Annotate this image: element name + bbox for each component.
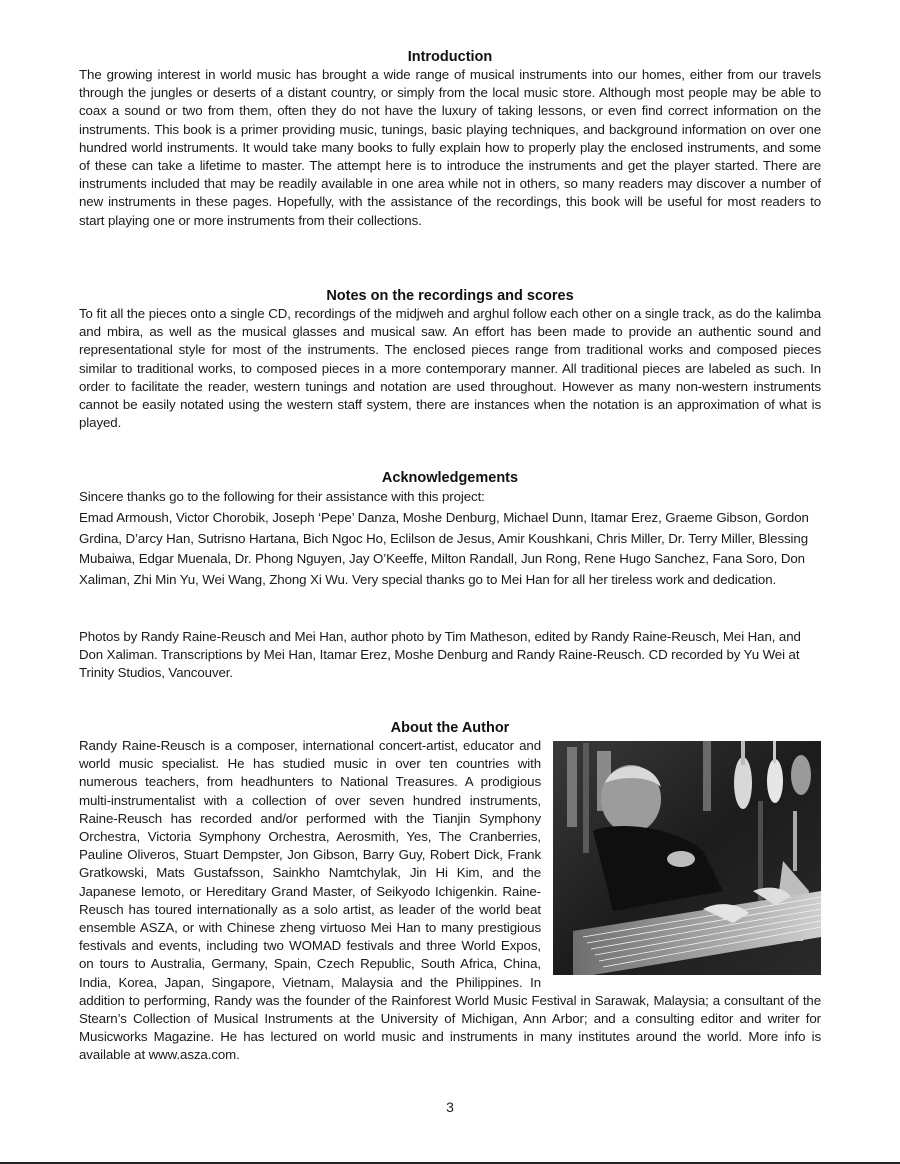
acknowledgements-names: Emad Armoush, Victor Chorobik, Joseph ‘Pepe’ Danza, Moshe Denburg, Michael Dunn, Itamar Erez, Graeme Gibson, Gordon Grdina, D’arcy Han, Sutrisno Hartana, Bich Ngoc Ho, Eclilson de Jesus, Amir Koushkani, Chris Miller, Dr. Terry Miller, Blessing Mubaiwa, Edgar Muenala, Dr. Phong Nguyen, Jay O’Keeffe, Milton Randall, Jun Rong, Rene Hugo Sanchez, Fana Soro, Don Xaliman, Zhi Min Yu, Wei Wang, Zhong Xi Wu. Very special thanks go to Mei Han for all her tireless work and dedication. [79,509,809,588]
credits-text: Photos by Randy Raine-Reusch and Mei Han, author photo by Tim Matheson, edited by Randy Raine-Reusch, Mei Han, and Don Xaliman. Transcriptions by Mei Han, Itamar Erez, Moshe Denburg and Randy Raine-Reusch. CD recorded by Yu Wei at Trinity Studios, Vancouver. [79,629,801,681]
author-text: Randy Raine-Reusch is a composer, international concert-artist, educator and world music specialist. He has studied music in over ten countries with numerous teachers, from headhunters to National Treasures. A prodigious multi-instrumentalist with a collection of over seven hundred instruments, Raine-Reusch has recorded and/or performed with the Tianjin Symphony Orchestra, Victoria Symphony Orchestra, Aerosmith, Yes, The Cranberries, Pauline Oliveros, Stuart Dempster, Jon Gibson, Barry Guy, Robert Dick, Frank Gratkowski, Mats Gustafsson, Sainkho Namtchylak, Jin Hi Kim, and the Japanese Iemoto, or Hereditary Grand Master, of Seikyodo Ichigenkin. Raine-Reusch has toured internationally as a solo artist, as leader of the world beat ensemble ASZA, or with Chinese zheng virtuoso Mei Han to many prestigious festivals and events, including two WOMAD festivals and three World Expos, on tours to Australia, Germany, Spain, Czech Republic, South Africa, China, India, Korea, Japan, Singapore, Vietnam, Malaysia and the Philippines. In addition to performing, Randy was the founder of the Rainforest World Music Festival in Sarawak, Malaysia; a consultant of the Stearn’s Collection of Musical Instruments at the University of Michigan, Ann Arbor; and a consulting editor and writer for Musicworks Magazine. He has lectured on world music and instruments in many institutes around the world. More info is available at www.asza.com. [79,738,821,1063]
page-number: 3 [446,1099,454,1115]
author-heading: About the Author [390,720,510,736]
introduction-section [79,48,821,230]
introduction-heading: Introduction [407,49,493,65]
acknowledgements-intro: Sincere thanks go to the following for their assistance with this project: [79,489,485,504]
introduction-text: The growing interest in world music has brought a wide range of musical instruments into our homes, either from our travels through the jungles or deserts of a distant country, or simply from the local music store. Although most people may be able to coax a sound or two from them, often they do not have the luxury of taking lessons, or even find correct information on the instruments. This book is a primer providing music, tunings, basic playing techniques, and background information on over one hundred world instruments. It would take many books to fully explain how to properly play the enclosed instruments, and some of these can take a lifetime to master. The attempt here is to introduce the instruments and get the player started. There are instruments included that may be readily available in one area while not in others, so many readers may discover a number of new instruments in these pages. Hopefully, with the assistance of the recordings, this book will be useful for most readers to start playing one or more instruments from their collections. [79,67,821,228]
credits-section [79,628,821,683]
notes-heading: Notes on the recordings and scores [326,288,574,304]
acknowledgements-heading: Acknowledgements [381,470,519,486]
notes-text: To fit all the pieces onto a single CD, recordings of the midjweh and arghul follow each other on a single track, as do the kalimba and mbira, as well as the musical glasses and musical saw. An effort has been made to provide an authentic sound and representational style for most of the instruments. The enclosed pieces range from traditional works and composed pieces similar to traditional works, to composed pieces in a more contemporary manner. All traditional pieces are labeled as such. In order to facilitate the reader, western tunings and notation are used throughout. However as many non-western instruments cannot be easily notated using the western staff system, there are instances when the notation is an approximation of what is played. [79,306,821,431]
notes-section [79,287,821,432]
author-section [79,719,821,1065]
acknowledgements-section [79,469,821,591]
author-photo-image [553,741,821,975]
author-photo [553,741,821,975]
